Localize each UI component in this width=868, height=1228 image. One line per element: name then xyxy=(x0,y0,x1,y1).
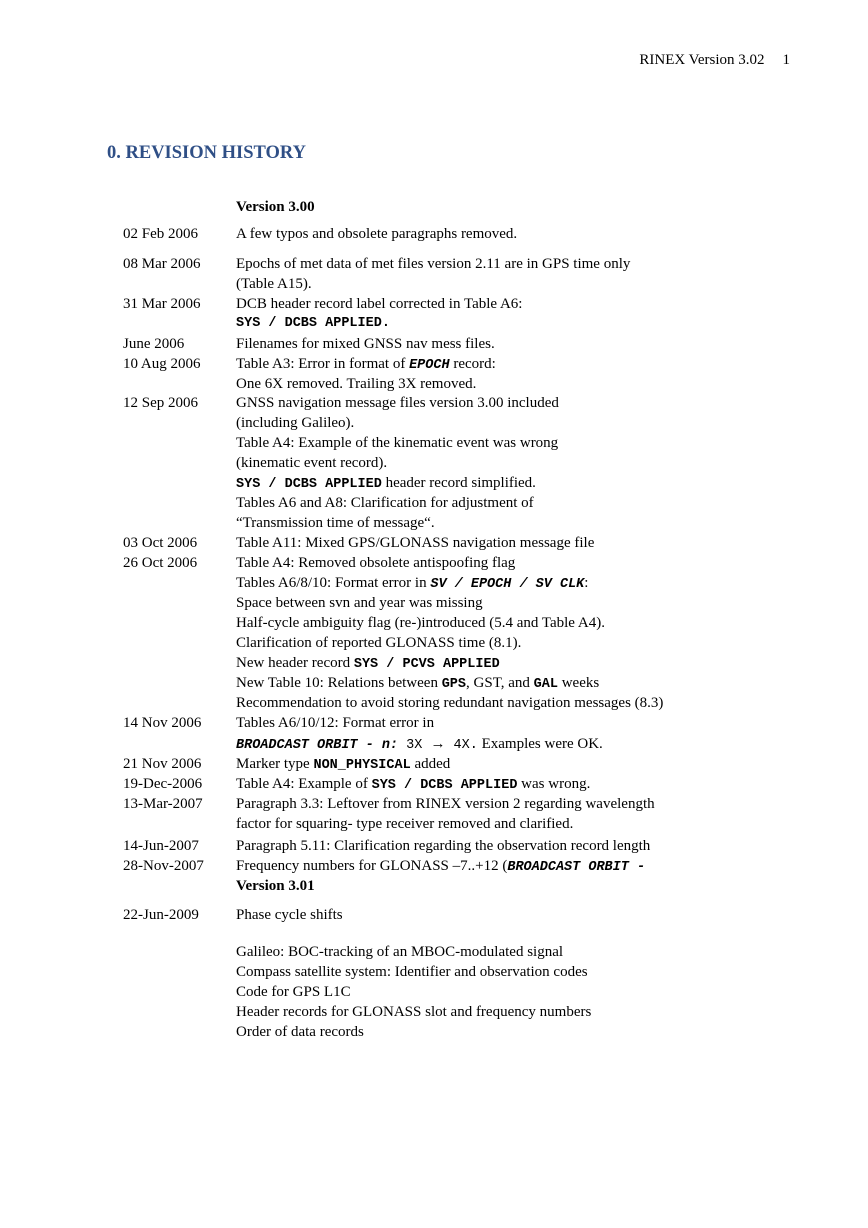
record-code: SV / EPOCH / SV CLK xyxy=(430,577,585,592)
revision-text: Clarification of reported GLONASS time (8.1). xyxy=(236,635,522,651)
revision-text: Space between svn and year was missing xyxy=(236,595,483,611)
revision-text: Recommendation to avoid storing redundant navigation messages (8.3) xyxy=(236,695,664,711)
header-label-code: SYS / DCBS APPLIED xyxy=(371,778,518,793)
revision-date: 12 Sep 2006 xyxy=(123,395,198,411)
revision-text: Code for GPS L1C xyxy=(236,984,351,1000)
record-code: EPOCH xyxy=(409,358,450,373)
revision-date: 28-Nov-2007 xyxy=(123,858,204,874)
revision-date: 31 Mar 2006 xyxy=(123,296,201,312)
revision-text: Tables A6 and A8: Clarification for adjustment of xyxy=(236,495,534,511)
revision-text: A few typos and obsolete paragraphs removed. xyxy=(236,226,518,242)
revision-text: Frequency numbers for GLONASS –7..+12 (BROADCAST ORBIT - xyxy=(236,858,646,875)
revision-date: 21 Nov 2006 xyxy=(123,756,202,772)
header-label-code: NON_PHYSICAL xyxy=(313,758,411,773)
section-title: 0. REVISION HISTORY xyxy=(107,143,306,163)
revision-text: SYS / DCBS APPLIED header record simplified. xyxy=(236,475,536,492)
revision-text: Table A11: Mixed GPS/GLONASS navigation message file xyxy=(236,535,595,551)
revision-text: Tables A6/10/12: Format error in xyxy=(236,715,435,731)
revision-text: Header records for GLONASS slot and frequency numbers xyxy=(236,1004,592,1020)
revision-text: Tables A6/8/10: Format error in SV / EPOCH / SV CLK: xyxy=(236,575,589,592)
revision-date: 02 Feb 2006 xyxy=(123,226,198,242)
revision-text: Galileo: BOC-tracking of an MBOC-modulated signal xyxy=(236,944,564,960)
header-label-code: SYS / PCVS APPLIED xyxy=(353,657,500,672)
revision-date: 14-Jun-2007 xyxy=(123,838,199,854)
revision-date: June 2006 xyxy=(123,336,185,352)
arrow-icon: → xyxy=(430,736,446,752)
revision-text: Phase cycle shifts xyxy=(236,907,343,923)
revision-date: 22-Jun-2009 xyxy=(123,907,199,923)
revision-text: (Table A15). xyxy=(236,276,312,292)
revision-date: 19-Dec-2006 xyxy=(123,776,203,792)
revision-text: Paragraph 3.3: Leftover from RINEX version 2 regarding wavelength xyxy=(236,796,655,812)
revision-text: Table A3: Error in format of EPOCH record: xyxy=(236,356,496,373)
revision-text: Table A4: Example of SYS / DCBS APPLIED was wrong. xyxy=(236,776,591,793)
revision-text: “Transmission time of message“. xyxy=(236,515,435,531)
revision-text: Table A4: Example of the kinematic event was wrong xyxy=(236,435,559,451)
revision-text: Epochs of met data of met files version 2.11 are in GPS time only xyxy=(236,256,631,272)
revision-date: 26 Oct 2006 xyxy=(123,555,198,571)
running-header xyxy=(639,52,790,69)
record-code: BROADCAST ORBIT - xyxy=(507,860,646,875)
header-title: RINEX Version 3.02 xyxy=(639,52,765,68)
version-301-heading: Version 3.01 xyxy=(236,878,315,894)
revision-text: Half-cycle ambiguity flag (re-)introduced (5.4 and Table A4). xyxy=(236,615,605,631)
revision-date: 10 Aug 2006 xyxy=(123,356,201,372)
revision-text: Table A4: Removed obsolete antispoofing flag xyxy=(236,555,516,571)
revision-text: New header record SYS / PCVS APPLIED xyxy=(236,655,500,672)
revision-text: DCB header record label corrected in Table A6: xyxy=(236,296,523,312)
revision-text: New Table 10: Relations between GPS, GST, and GAL weeks xyxy=(236,675,600,692)
version-300-heading: Version 3.00 xyxy=(236,199,315,215)
header-label-code: SYS / DCBS APPLIED xyxy=(236,477,382,492)
revision-date: 08 Mar 2006 xyxy=(123,256,201,272)
revision-text: Order of data records xyxy=(236,1024,364,1040)
revision-text: One 6X removed. Trailing 3X removed. xyxy=(236,376,477,392)
revision-text: (kinematic event record). xyxy=(236,455,388,471)
revision-date: 14 Nov 2006 xyxy=(123,715,202,731)
revision-text: BROADCAST ORBIT - n: 3X → 4X. Examples were OK. xyxy=(236,736,603,753)
revision-text: Paragraph 5.11: Clarification regarding the observation record length xyxy=(236,838,651,854)
revision-text: Marker type NON_PHYSICAL added xyxy=(236,756,451,773)
page-number: 1 xyxy=(782,52,790,68)
revision-text: GNSS navigation message files version 3.00 included xyxy=(236,395,559,411)
revision-text: factor for squaring- type receiver removed and clarified. xyxy=(236,816,574,832)
revision-text: Filenames for mixed GNSS nav mess files. xyxy=(236,336,495,352)
header-label-code: SYS / DCBS APPLIED. xyxy=(236,316,390,331)
revision-date: 13-Mar-2007 xyxy=(123,796,203,812)
revision-text: (including Galileo). xyxy=(236,415,355,431)
revision-text: Compass satellite system: Identifier and observation codes xyxy=(236,964,588,980)
record-code: BROADCAST ORBIT - n: xyxy=(236,738,399,753)
revision-date: 03 Oct 2006 xyxy=(123,535,198,551)
